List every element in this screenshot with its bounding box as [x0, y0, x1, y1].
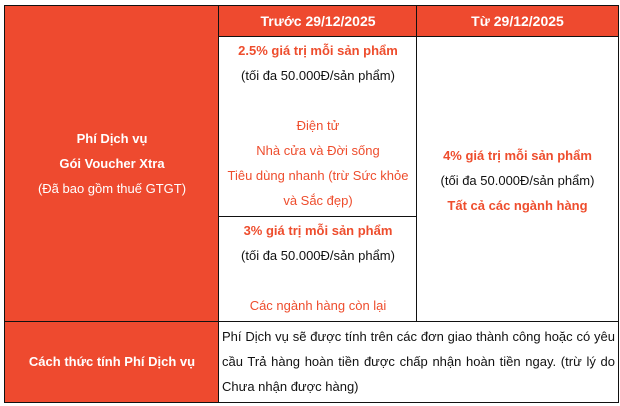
divider [416, 5, 417, 321]
divider [218, 5, 219, 403]
divider [5, 321, 619, 322]
header-after-text: Từ 29/12/2025 [471, 12, 564, 29]
header-corner-cell [5, 6, 219, 321]
method-text: Phí Dịch vụ sẽ được tính trên các đơn giao thành công hoặc có yêu cầu Trả hàng hoàn tiền được chấp nhận hoàn tiền ngay. (trừ lý do Chưa nhận được hàng) [222, 329, 615, 394]
header-after [417, 6, 618, 36]
tier1-category: Nhà cửa và Đời sống [256, 143, 380, 158]
tier2-category: Các ngành hàng còn lại [249, 298, 387, 313]
fee-label-line: Gói Voucher Xtra [59, 156, 165, 171]
fee-label-note: (Đã bao gồm thuế GTGT) [37, 181, 187, 196]
tier1-category: Điện tử [296, 118, 340, 133]
fee-label-line: Phí Dịch vụ [76, 131, 148, 146]
tier1-cap: (tối đa 50.000Đ/sản phẩm) [241, 68, 395, 83]
tier1-category: và Sắc đẹp) [283, 193, 353, 208]
divider [219, 216, 417, 217]
divider [5, 5, 619, 6]
tier1-category: Tiêu dùng nhanh (trừ Sức khỏe [227, 168, 409, 183]
tier2-cap: (tối đa 50.000Đ/sản phẩm) [241, 248, 395, 263]
tier2-rate: 3% giá trị mỗi sản phẩm [243, 223, 393, 238]
divider [618, 5, 619, 403]
divider [5, 402, 619, 403]
tier1-rate: 2.5% giá trị mỗi sản phẩm [238, 43, 398, 58]
method-label-cell [5, 321, 219, 402]
after-rate: 4% giá trị mỗi sản phẩm [443, 148, 592, 163]
method-text-cell [219, 321, 618, 402]
header-before-text: Trước 29/12/2025 [260, 12, 376, 29]
divider [4, 5, 5, 403]
after-category: Tất cả các ngành hàng [447, 198, 588, 213]
before-tier2-cell [219, 218, 417, 321]
divider [219, 36, 618, 37]
after-cell [417, 36, 618, 321]
method-label: Cách thức tính Phí Dịch vụ [28, 354, 196, 369]
before-tier1-cell [219, 38, 417, 216]
header-before [219, 6, 417, 36]
after-cap: (tối đa 50.000Đ/sản phẩm) [440, 173, 595, 188]
